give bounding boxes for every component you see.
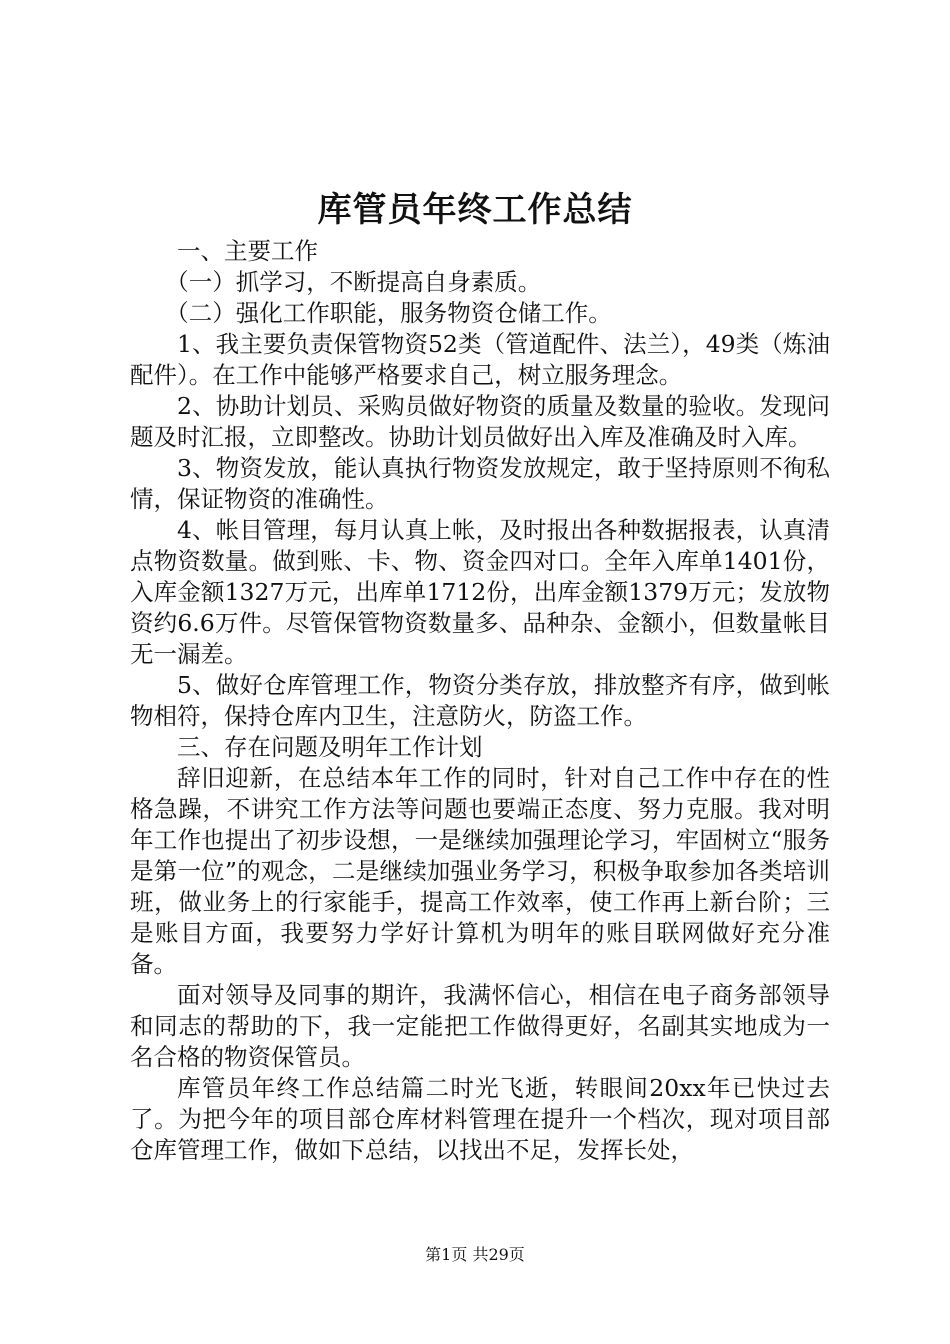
- paragraph-item-1: 1、我主要负责保管物资52类（管道配件、法兰），49类（炼油配件）。在工作中能够严格要求自己，树立服务理念。: [130, 330, 830, 389]
- section-heading-main-work: 一、主要工作: [177, 237, 318, 265]
- subheading-functions: （二）强化工作职能，服务物资仓储工作。: [165, 299, 612, 327]
- paragraph-item-2: 2、协助计划员、采购员做好物资的质量及数量的验收。发现问题及时汇报，立即整改。协助计划员做好出入库及准确及时入库。: [130, 392, 830, 451]
- page-number-footer: 第1页 共29页: [425, 1245, 525, 1264]
- subheading-study: （一）抓学习，不断提高自身素质。: [165, 268, 542, 296]
- document-body: [130, 236, 830, 1166]
- paragraph-item-4: 4、帐目管理，每月认真上帐，及时报出各种数据报表，认真清点物资数量。做到账、卡、物、资金四对口。全年入库单1401份，入库金额1327万元，出库单1712份，出库金额1379万元；发放物资约6.6万件。尽管保管物资数量多、品种杂、金额小，但数量帐目无一漏差。: [130, 516, 830, 668]
- paragraph-item-3: 3、物资发放，能认真执行物资发放规定，敢于坚持原则不徇私情，保证物资的准确性。: [130, 454, 830, 513]
- paragraph-plan: 辞旧迎新，在总结本年工作的同时，针对自己工作中存在的性格急躁，不讲究工作方法等问题也要端正态度、努力克服。我对明年工作也提出了初步设想，一是继续加强理论学习，牢固树立“服务是第一位”的观念，二是继续加强业务学习，积极争取参加各类培训班，做业务上的行家能手，提高工作效率，使工作再上新台阶；三是账目方面，我要努力学好计算机为明年的账目联网做好充分准备。: [130, 764, 830, 978]
- paragraph-confidence: 面对领导及同事的期许，我满怀信心，相信在电子商务部领导和同志的帮助的下，我一定能把工作做得更好，名副其实地成为一名合格的物资保管员。: [130, 981, 830, 1071]
- document-title: 库管员年终工作总结: [317, 190, 633, 230]
- paragraph-item-5: 5、做好仓库管理工作，物资分类存放，排放整齐有序，做到帐物相符，保持仓库内卫生，注意防火，防盗工作。: [130, 671, 830, 730]
- section-heading-problems: 三、存在问题及明年工作计划: [177, 733, 483, 761]
- paragraph-part-two: 库管员年终工作总结篇二时光飞逝，转眼间20xx年已快过去了。为把今年的项目部仓库材料管理在提升一个档次，现对项目部仓库管理工作，做如下总结，以找出不足，发挥长处，: [130, 1074, 830, 1164]
